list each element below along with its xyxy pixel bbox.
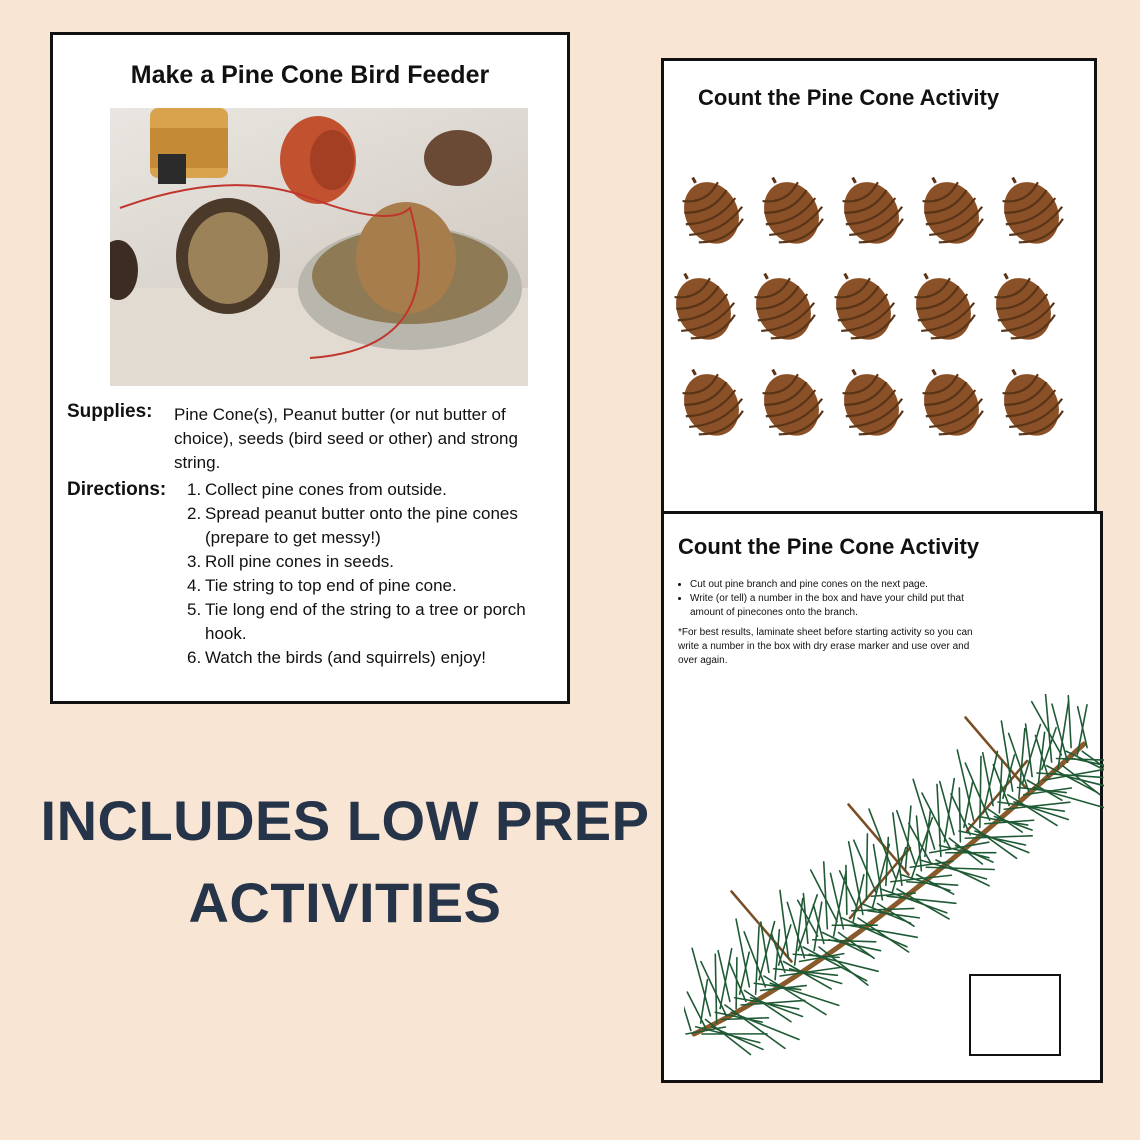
pine-cone-icon bbox=[988, 269, 1058, 347]
direction-step: Watch the birds (and squirrels) enjoy! bbox=[205, 648, 486, 667]
activity-instructions bbox=[678, 578, 978, 668]
number-answer-box[interactable] bbox=[969, 974, 1061, 1056]
pine-cone-icon bbox=[836, 173, 906, 251]
bird-feeder-photo-illustration bbox=[110, 108, 528, 386]
headline bbox=[30, 780, 660, 944]
directions-list-wrapper bbox=[183, 478, 568, 670]
pine-cone-icon bbox=[676, 173, 746, 251]
pine-cone-icon bbox=[828, 269, 898, 347]
pine-cone-icon bbox=[908, 269, 978, 347]
direction-step: Roll pine cones in seeds. bbox=[205, 552, 395, 571]
count-cones-card-branch bbox=[661, 511, 1103, 1083]
direction-step: Tie string to top end of pine cone. bbox=[205, 576, 457, 595]
direction-step: Collect pine cones from outside. bbox=[205, 480, 447, 499]
feeder-title: Make a Pine Cone Bird Feeder bbox=[130, 61, 490, 89]
count-grid-title: Count the Pine Cone Activity bbox=[698, 85, 1000, 110]
pine-cone-icon bbox=[668, 269, 738, 347]
pine-cone-icon bbox=[996, 365, 1066, 443]
pine-cone-icon bbox=[836, 365, 906, 443]
headline-line-1: INCLUDES LOW PREP bbox=[40, 789, 650, 852]
pine-cone-icon bbox=[916, 365, 986, 443]
pine-cone-icon bbox=[676, 365, 746, 443]
bird-feeder-card bbox=[50, 32, 570, 704]
directions-label: Directions: bbox=[67, 479, 167, 500]
supplies-label: Supplies: bbox=[67, 401, 153, 422]
pine-cone-icon bbox=[996, 173, 1066, 251]
directions-list bbox=[183, 478, 568, 670]
pine-cone-icon bbox=[916, 173, 986, 251]
instruction-bullet: • Cut out pine branch and pine cones on the next page. bbox=[690, 578, 978, 592]
headline-line-2: ACTIVITIES bbox=[188, 871, 502, 934]
bird-feeder-photo bbox=[110, 108, 528, 386]
pine-cone-icon bbox=[748, 269, 818, 347]
count-cones-card-grid bbox=[661, 58, 1097, 528]
supplies-text: Pine Cone(s), Peanut butter (or nut butter of choice), seeds (bird seed or other) and strong string. bbox=[174, 405, 518, 472]
direction-step: Spread peanut butter onto the pine cones (prepare to get messy!) bbox=[205, 504, 518, 547]
laminate-note: *For best results, laminate sheet before starting activity so you can write a number in the box with dry erase marker and use over and over again. bbox=[678, 627, 973, 666]
direction-step: Tie long end of the string to a tree or porch hook. bbox=[205, 600, 526, 643]
instruction-bullet: • Write (or tell) a number in the box and have your child put that amount of pinecones onto the branch. bbox=[690, 592, 978, 620]
count-branch-title: Count the Pine Cone Activity bbox=[678, 534, 980, 559]
pine-cone-icon bbox=[756, 173, 826, 251]
pine-cone-icon bbox=[756, 365, 826, 443]
